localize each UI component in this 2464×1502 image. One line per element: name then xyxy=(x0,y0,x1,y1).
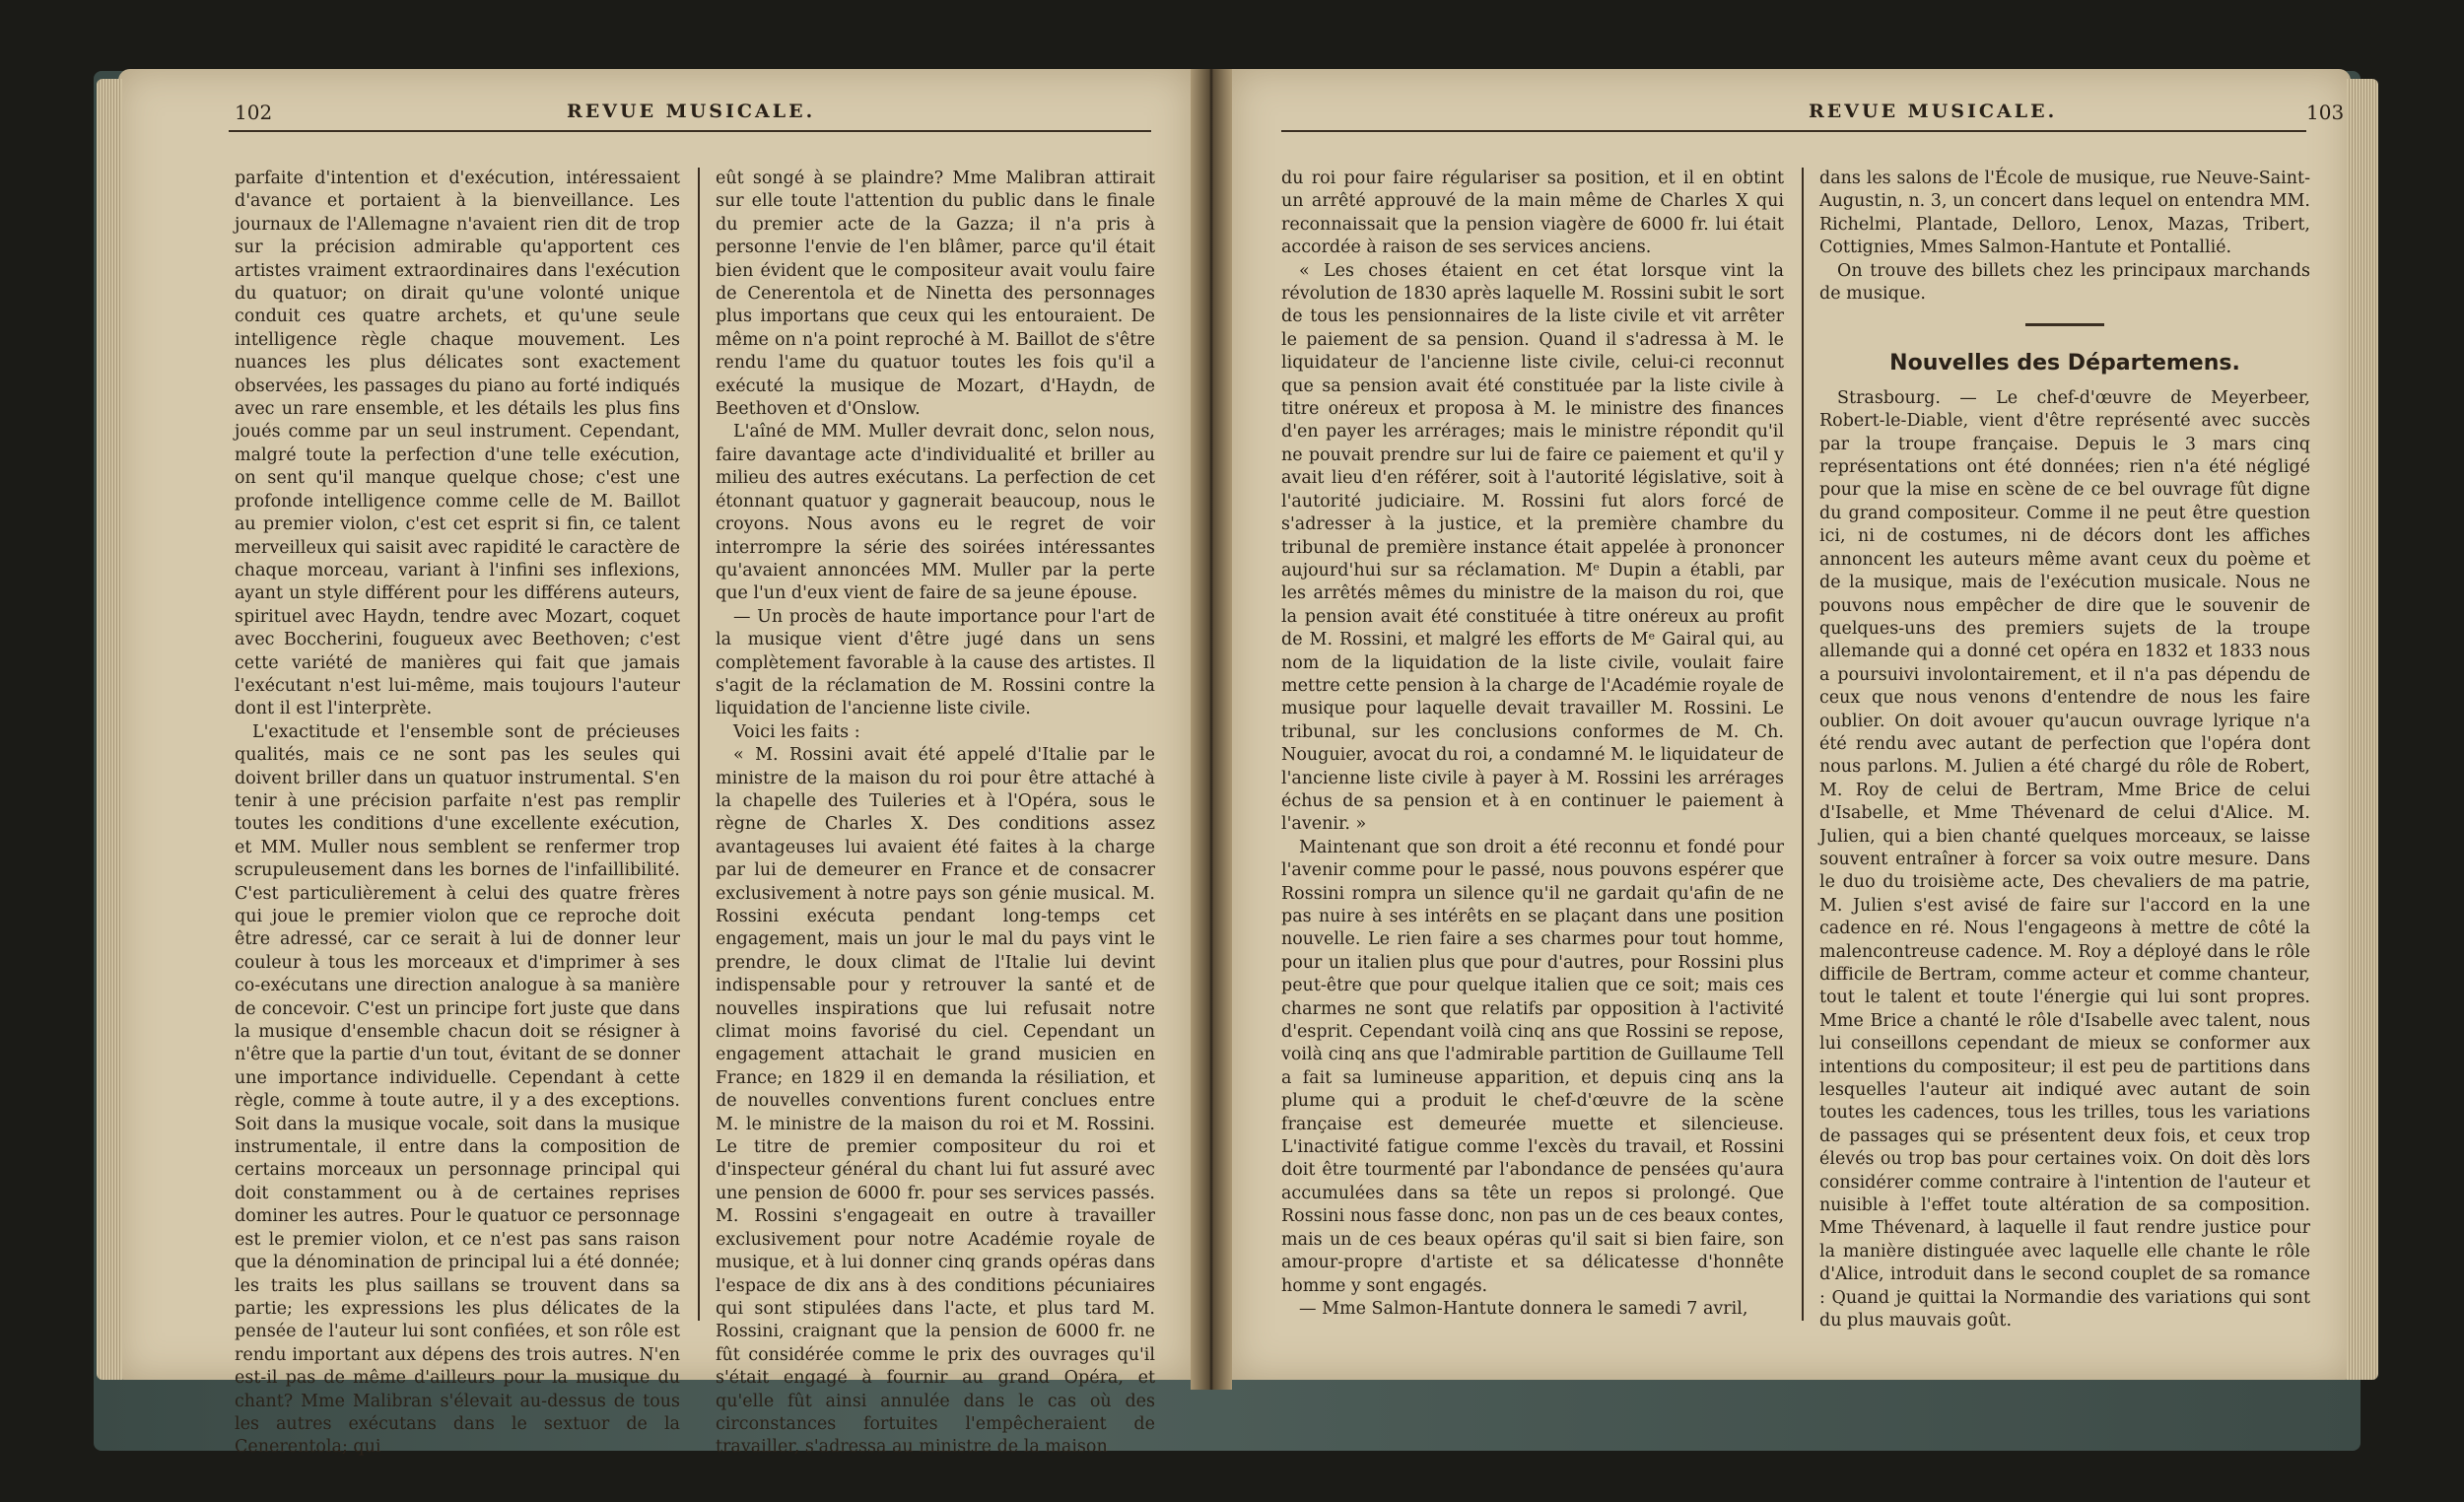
paragraph: Strasbourg. — Le chef-d'œuvre de Meyerbeer, Robert-le-Diable, vient d'être représenté avec succès par la troupe française. Depuis le 3 mars cinq représentations ont été données; rien n'a été négligé pour que la mise en scène de ce bel ouvrage fût digne du grand compositeur. Comme il ne peut être question ici, ni de costumes, ni de décors dont les affiches annoncent les auteurs même avant ceux du poème et de la musique, mais de l'exécution musicale. Nous ne pouvons nous empêcher de dire que le souvenir de quelques-uns des premiers sujets de la troupe allemande qui a donné cet opéra en 1832 et 1833 nous a poursuivi involontairement, et il n'a pas dépendu de ceux que nous venons d'entendre de nous les faire oublier. On doit avouer qu'aucun ouvrage lyrique n'a été rendu avec autant de perfection que l'opéra dont nous parlons. M. Julien a été chargé du rôle de Robert, M. Roy de celui de Bertram, Mme Brice de celui d'Isabelle, et Mme Thévenard de celui d'Alice. M. Julien, qui a bien chanté quelques morceaux, se laisse souvent entraîner à forcer sa voix outre mesure. Dans le duo du troisième acte, Des chevaliers de ma patrie, M. Julien s'est avisé de faire sur l'accord en la une cadence en ré. Nous l'engageons à mettre de côté la malencontreuse cadence. M. Roy a déployé dans le rôle difficile de Bertram, comme acteur et comme chanteur, tout le talent et toute l'énergie qui lui sont propres. Mme Brice a chanté le rôle d'Isabelle avec talent, nous lui conseillons cependant de mieux se conformer aux intentions du compositeur; il est peu de partitions dans lesquelles l'auteur ait indiqué avec autant de soin toutes les cadences, tous les trilles, tous les variations de passages qui se présentent deux fois, et ceux trop élevés ou trop bas pour certaines voix. On doit dès lors considérer comme contraire à l'intention de l'auteur et nuisible à l'effet toute altération de sa composition. Mme Thévenard, à laquelle il faut rendre justice pour la manière distinguée avec laquelle elle chante le rôle d'Alice, introduit dans le second couplet de sa romance : Quand je quittai la Normandie des variations qui sont du plus mauvais goût. xyxy=(1819,387,2310,1331)
left-page xyxy=(118,69,1191,1458)
section-title: Nouvelles des Départemens. xyxy=(1889,351,2240,376)
page-number-right: 103 xyxy=(2306,101,2345,124)
running-head-left: REVUE MUSICALE. xyxy=(567,101,816,122)
paragraph: « Les choses étaient en cet état lorsque vint la révolution de 1830 après laquelle M. Rossini subit le sort de tous les pensionnaires de la liste civile et vit arrêter le paiement de sa pension. Quand il s'adressa à M. le liquidateur de l'ancienne liste civile, celui-ci reconnut que sa pension avait été constituée par la liste civile à titre onéreux et proposa à M. le ministre des finances d'en payer les arrérages; mais le ministre répondit qu'il ne pouvait prendre sur lui de faire ce paiement et qu'il y avait lieu d'en référer, soit à l'autorité législative, soit à l'autorité judiciaire. M. Rossini fut alors forcé de s'adresser à la justice, et la première chambre du tribunal de première instance était appelée à prononcer aujourd'hui sur sa réclamation. Mᵉ Dupin a établi, par les arrêtés mêmes du ministre de la maison du roi, que la pension avait été constituée à titre onéreux au profit de M. Rossini, et malgré les efforts de Mᵉ Gairal qui, au nom de la liquidation de la liste civile, voulait faire mettre cette pension à la charge de l'Académie royale de musique pour laquelle devait travailler M. Rossini. Le tribunal, sur les conclusions conformes de M. Ch. Nouguier, avocat du roi, a condamné M. le liquidateur de l'ancienne liste civile à payer à M. Rossini les arrérages échus de sa pension et à en continuer le paiement à l'avenir. » xyxy=(1281,260,1784,835)
right-page-edges xyxy=(2347,79,2378,1380)
open-book xyxy=(118,69,2385,1458)
left-page-column-2 xyxy=(716,168,1155,1460)
paragraph: On trouve des billets chez les principaux marchands de musique. xyxy=(1819,260,2310,305)
paragraph: du roi pour faire régulariser sa position, et il en obtint un arrêté approuvé de la main même de Charles X qui reconnaissait que la pension viagère de 6000 fr. lui était accordée à raison de ses services anciens. xyxy=(1281,169,1784,258)
column-rule-right xyxy=(1802,168,1804,1321)
page-number-left: 102 xyxy=(235,101,273,124)
right-page-column-2 xyxy=(1819,168,2310,1333)
paragraph: dans les salons de l'École de musique, rue Neuve-Saint-Augustin, n. 3, un concert dans lequel on entendra MM. Richelmi, Plantade, Delloro, Lenox, Mazas, Tribert, Cottignies, Mmes Salmon-Hantute et Pontallié. xyxy=(1819,169,2310,258)
header-rule-right xyxy=(1281,130,2306,132)
paragraph: — Un procès de haute importance pour l'art de la musique vient d'être jugé dans un sens complètement favorable à la cause des artistes. Il s'agit de la réclamation de M. Rossini contre la liquidation de l'ancienne liste civile. xyxy=(716,606,1155,719)
running-head-right: REVUE MUSICALE. xyxy=(1809,101,2058,122)
section-divider xyxy=(2025,323,2104,326)
left-page-edges xyxy=(97,79,122,1380)
right-page-column-1 xyxy=(1281,168,1784,1321)
paragraph: eût songé à se plaindre? Mme Malibran attirait sur elle toute l'attention du public dans le finale du premier acte de la Gazza; il n'a pris à personne l'envie de l'en blâmer, parce qu'il était bien évident que le compositeur avait voulu faire de Cenerentola et de Ninetta des personnages plus importans que ceux qui les entouraient. De même on n'a point reproché à M. Baillot de s'être rendu l'ame du quatuor toutes les fois qu'il a exécuté la musique de Mozart, d'Haydn, de Beethoven et d'Onslow. xyxy=(716,169,1155,420)
paragraph: parfaite d'intention et d'exécution, intéressaient d'avance et portaient à la bienveillance. Les journaux de l'Allemagne n'avaient rien dit de trop sur la précision admirable qu'apportent ces artistes vraiment extraordinaires dans l'exécution du quatuor; on dirait qu'une volonté unique conduit ces quatre archets, et qu'une seule intelligence règle chaque mouvement. Les nuances les plus délicates sont exactement observées, les passages du piano au forté indiqués avec un rare ensemble, et les détails les plus fins joués comme par un seul instrument. Cependant, malgré toute la perfection d'une telle exécution, on sent qu'il manque quelque chose; c'est une profonde intelligence comme celle de M. Baillot au premier violon, c'est cet esprit si fin, ce talent merveilleux qui saisit avec rapidité le caractère de chaque morceau, variant à l'infini ses inflexions, ayant un style différent pour les différens auteurs, spirituel avec Haydn, tendre avec Mozart, coquet avec Boccherini, fougueux avec Beethoven; c'est cette variété de manières qui fait que jamais l'exécutant n'est lui-même, mais toujours l'auteur dont il est l'interprète. xyxy=(235,169,680,719)
right-page xyxy=(1232,69,2351,1380)
column-rule-left xyxy=(698,168,700,1321)
paragraph: Voici les faits : xyxy=(733,721,860,742)
paragraph: L'exactitude et l'ensemble sont de précieuses qualités, mais ce ne sont pas les seules qui doivent briller dans un quatuor instrumental. S'en tenir à une précision parfaite n'est pas remplir toutes les conditions d'une excellente exécution, et MM. Muller nous semblent se renfermer trop scrupuleusement dans les bornes de l'infaillibilité. C'est particulièrement à celui des quatre frères qui joue le premier violon que ce reproche doit être adressé, car ce serait à lui de donner leur couleur à tous les morceaux et d'imprimer à ses co-exécutans une direction analogue à sa manière de concevoir. C'est un principe fort juste que dans la musique d'ensemble chacun doit se résigner à n'être que la partie d'un tout, évitant de se donner une importance individuelle. Cependant à cette règle, comme à toute autre, il y a des exceptions. Soit dans la musique vocale, soit dans la musique instrumentale, il entre dans la composition de certains morceaux un personnage principal qui doit constamment ou à de certaines reprises dominer les autres. Pour le quatuor ce personnage est le premier violon, et ce n'est pas sans raison que la dénomination de principal lui a été donnée; les traits les plus saillans se trouvent dans sa partie; les expressions les plus délicates de la pensée de l'auteur lui sont confiées, et son rôle est rendu important aux dépens des trois autres. N'en est-il pas de même d'ailleurs pour la musique du chant? Mme Malibran s'élevait au-dessus de tous les autres exécutans dans le sextuor de la Cenerentola; qui xyxy=(235,721,680,1458)
left-page-column-1 xyxy=(235,168,680,1460)
header-rule-left xyxy=(229,130,1151,132)
paragraph: L'aîné de MM. Muller devrait donc, selon nous, faire davantage acte d'individualité et briller au milieu des autres exécutans. La perfection de cet étonnant quatuor y gagnerait beaucoup, nous le croyons. Nous avons eu le regret de voir interrompre la série des soirées intéressantes qu'avaient annoncées MM. Muller par la perte que l'un d'eux vient de faire de sa jeune épouse. xyxy=(716,422,1155,604)
paragraph: Maintenant que son droit a été reconnu et fondé pour l'avenir comme pour le passé, nous pouvons espérer que Rossini rompra un silence qu'il ne gardait qu'afin de ne pas nuire à ses intérêts en se plaçant dans une position nouvelle. Le rien faire a ses charmes pour tout homme, pour un italien plus que pour d'autres, pour Rossini plus peut-être que pour quelque italien que ce soit; mais ces charmes ne sont que relatifs par opposition à l'activité d'esprit. Cependant voilà cinq ans que Rossini se repose, voilà cinq ans que l'admirable partition de Guillaume Tell a fait sa lumineuse apparition, et depuis cinq ans la plume qui a produit le chef-d'œuvre de la scène française est demeurée muette et silencieuse. L'inactivité fatigue comme l'excès du travail, et Rossini doit être tourmenté par l'abondance de pensées qu'aura accumulées dans sa tête un repos si prolongé. Que Rossini nous fasse donc, non pas un de ces beaux contes, mais un de ces beaux opéras qu'il sait si bien faire, son amour-propre d'artiste et sa délicatesse d'honnête homme y sont engagés. xyxy=(1281,837,1784,1296)
paragraph: « M. Rossini avait été appelé d'Italie par le ministre de la maison du roi pour être attaché à la chapelle des Tuileries et à l'Opéra, sous le règne de Charles X. Des conditions assez avantageuses lui avaient été faites à la charge par lui de demeurer en France et de consacrer exclusivement à notre pays son génie musical. M. Rossini exécuta pendant long-temps cet engagement, mais un jour le mal du pays vint le prendre, le doux climat de l'Italie lui devint indispensable pour y retrouver la santé et de nouvelles inspirations que lui refusait notre climat moins favorisé du ciel. Cependant un engagement attachait le grand musicien en France; en 1829 il en demanda la résiliation, et de nouvelles conventions furent conclues entre M. le ministre de la maison du roi et M. Rossini. Le titre de premier compositeur du roi et d'inspecteur général du chant lui fut assuré avec une pension de 6000 fr. pour ses services passés. M. Rossini s'engageait en outre à travailler exclusivement pour notre Académie royale de musique, et à lui donner cinq grands opéras dans l'espace de dix ans à des conditions pécuniaires qui sont stipulées dans l'acte, et plus tard M. Rossini, craignant que la pension de 6000 fr. ne fût considérée comme le prix des ouvrages qu'il s'était engagé à fournir au grand Opéra, et qu'elle fût ainsi annulée dans le cas où des circonstances fortuites l'empêcheraient de travailler, s'adressa au ministre de la maison xyxy=(716,745,1155,1458)
book-gutter xyxy=(1191,69,1232,1390)
paragraph: — Mme Salmon-Hantute donnera le samedi 7 avril, xyxy=(1299,1298,1748,1319)
